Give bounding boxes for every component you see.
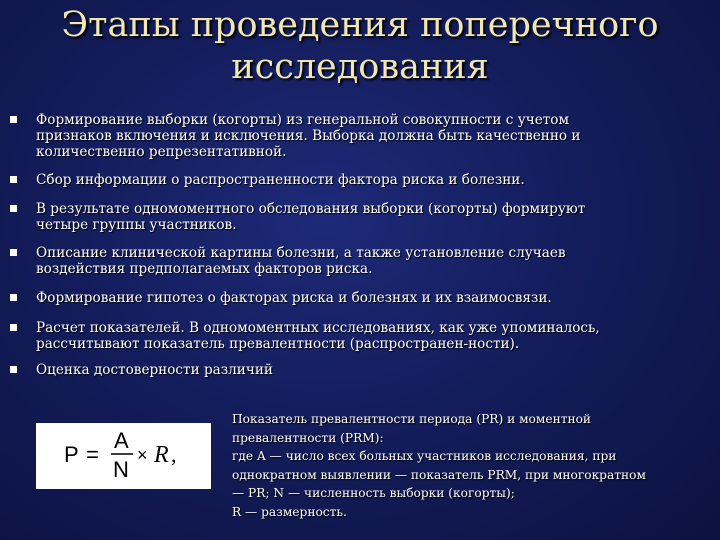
formula-times: ×: [137, 445, 148, 465]
square-bullet-icon: [10, 294, 17, 301]
formula-denominator: N: [113, 457, 129, 482]
list-item-text: Описание клинической картины болезни, а также установление случаев воздействия предполагаемых факторов риска.: [36, 245, 566, 277]
square-bullet-icon: [10, 324, 17, 331]
list-item-text: В результате одномоментного обследования выборки (когорты) формируют четыре группы участников.: [36, 201, 586, 233]
slide-title-text: Этапы проведения поперечного исследования: [61, 5, 659, 87]
formula-explanation: Показатель превалентности периода (PR) и моментной превалентности (PRM): где A — число всех больных участников исследования, при однократном выявлении — показатель PRM, при многократном — PR; N — численность выборки (когорты); R — размерность.: [232, 412, 646, 519]
formula-graphic: [36, 423, 211, 489]
list-item-text: Расчет показателей. В одномоментных исследованиях, как уже упоминалось, рассчитывают показатель превалентности (распространен-ности).: [36, 320, 600, 352]
square-bullet-icon: [10, 249, 17, 256]
square-bullet-icon: [10, 116, 17, 123]
square-bullet-icon: [10, 205, 17, 212]
list-item-text: Формирование гипотез о факторах риска и болезнях и их взаимосвязи.: [36, 290, 552, 306]
formula-equals: =: [86, 442, 99, 467]
formula-numerator: A: [114, 428, 129, 453]
square-bullet-icon: [10, 176, 17, 183]
list-item-text: Оценка достоверности различий: [36, 362, 273, 378]
list-item-text: Формирование выборки (когорты) из генеральной совокупности с учетом признаков включения и исключения. Выборка должна быть качественно и количественно репрезентативной.: [36, 112, 581, 160]
square-bullet-icon: [10, 366, 17, 373]
formula-lhs: P: [64, 442, 79, 467]
formula-rhs: R: [154, 442, 169, 468]
prevalence-formula: [36, 423, 211, 489]
list-item-text: Сбор информации о распространенности фактора риска и болезни.: [36, 172, 525, 188]
formula-comma: ,: [171, 442, 177, 467]
